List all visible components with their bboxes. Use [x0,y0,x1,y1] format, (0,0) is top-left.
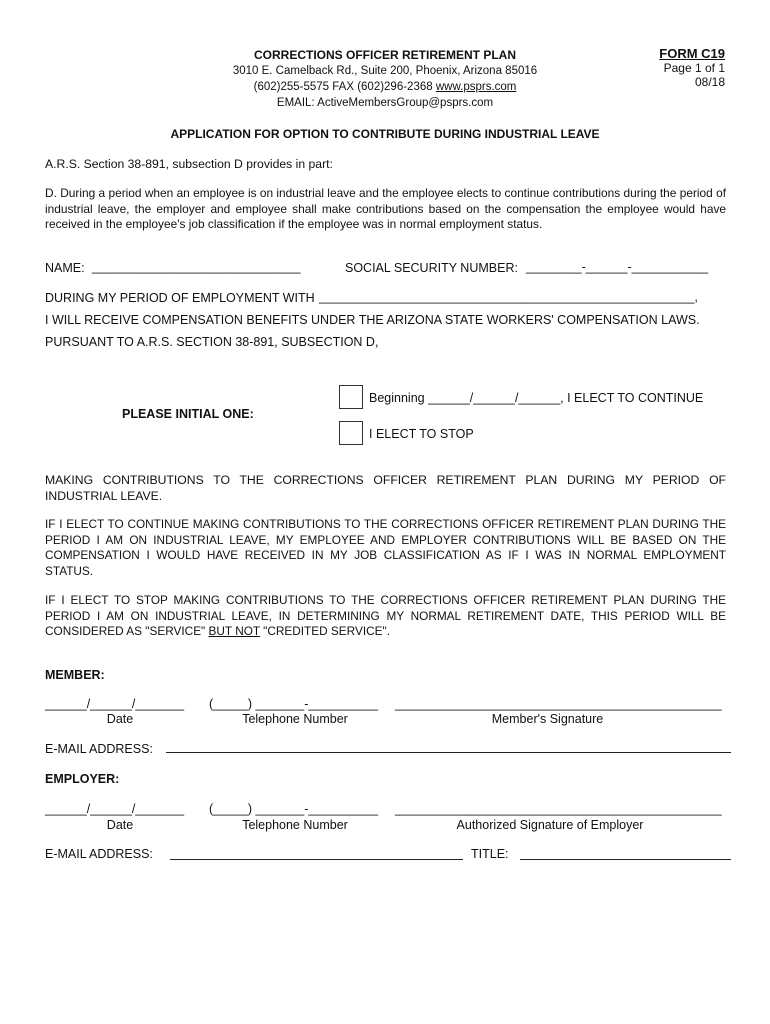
member-heading: MEMBER: [45,668,105,682]
compensation-statement: I WILL RECEIVE COMPENSATION BENEFITS UNDER THE ARIZONA STATE WORKERS' COMPENSATION LAWS. [45,313,700,327]
member-email-label: E-MAIL ADDRESS: [45,742,153,756]
member-date-field[interactable]: ______/______/_______ [45,697,185,711]
making-contributions-text: MAKING CONTRIBUTIONS TO THE CORRECTIONS OFFICER RETIREMENT PLAN DURING MY PERIOD OF INDUSTRIAL LEAVE. [45,473,726,503]
form-id: FORM C19 [659,46,725,61]
continue-option-text: Beginning ______/______/______, I ELECT TO CONTINUE [369,391,704,405]
employer-date-label: Date [106,818,134,832]
ssn-label: SOCIAL SECURITY NUMBER: [345,261,518,275]
continue-initial-box[interactable] [339,385,363,409]
org-header [200,47,570,111]
employer-phone-label: Telephone Number [242,818,348,832]
stop-option-text: I ELECT TO STOP [369,427,474,441]
statute-intro: A.R.S. Section 38-891, subsection D provides in part: [45,157,333,171]
employer-heading: EMPLOYER: [45,772,120,786]
member-date-label: Date [106,712,134,726]
employer-email-field[interactable] [170,859,463,860]
initial-instruction: PLEASE INITIAL ONE: [122,407,254,421]
website-link[interactable]: www.psprs.com [435,81,517,93]
name-label: NAME: [45,261,85,275]
form-info [610,47,725,89]
employer-phone-field[interactable]: (_____) _______-__________ [209,802,378,816]
org-address: 3010 E. Camelback Rd., Suite 200, Phoenix, Arizona 85016 [232,65,538,77]
member-phone-label: Telephone Number [242,712,348,726]
org-phone-fax: (602)255-5575 FAX (602)296-2368 [253,81,433,93]
employer-signature-label: Authorized Signature of Employer [456,818,644,832]
employer-email-label: E-MAIL ADDRESS: [45,847,153,861]
org-email: EMAIL: ActiveMembersGroup@psprs.com [276,97,494,109]
employer-signature-field[interactable]: _______________________________________________ [395,802,722,816]
stop-initial-box[interactable] [339,421,363,445]
org-contact [200,79,570,95]
employer-date-field[interactable]: ______/______/_______ [45,802,185,816]
if-continue-text: IF I ELECT TO CONTINUE MAKING CONTRIBUTIONS TO THE CORRECTIONS OFFICER RETIREMENT PLAN DURING THE PERIOD I AM ON INDUSTRIAL LEAVE, MY EMPLOYEE AND EMPLOYER CONTRIBUTIONS WILL BE BASED ON THE COMPENSATION I WOULD HAVE RECEIVED IN MY JOB CLASSIFICATION AS IF I WAS IN NORMAL EMPLOYMENT STATUS. [45,517,726,578]
if-stop-emphasis: BUT NOT [208,624,260,638]
member-email-field[interactable] [166,752,731,753]
if-stop-text [45,593,726,640]
member-signature-field[interactable]: _______________________________________________ [395,697,722,711]
employer-name-field[interactable]: ______________________________________________________, [319,290,698,304]
employment-label: DURING MY PERIOD OF EMPLOYMENT WITH [45,291,315,305]
employer-title-field[interactable] [520,859,731,860]
member-signature-label: Member's Signature [491,712,604,726]
statute-text: D. During a period when an employee is on industrial leave and the employee elects to continue contributions during the period of industrial leave, the employer and employee shall make contributions based on the compensation the employee would have received in the employee's job classification if the employee was in normal employment status. [45,186,726,231]
if-stop-text-part2: "CREDITED SERVICE". [259,624,390,638]
employer-title-label: TITLE: [471,847,509,861]
member-phone-field[interactable]: (_____) _______-__________ [209,697,378,711]
form-title: APPLICATION FOR OPTION TO CONTRIBUTE DURING INDUSTRIAL LEAVE [170,127,600,141]
form-date: 08/18 [694,75,725,89]
form-page: Page 1 of 1 [663,61,725,75]
org-name: CORRECTIONS OFFICER RETIREMENT PLAN [253,48,516,62]
pursuant-statement: PURSUANT TO A.R.S. SECTION 38-891, SUBSECTION D, [45,335,379,349]
ssn-field[interactable]: ________-______-___________ [526,260,709,274]
if-stop-text-part1: IF I ELECT TO STOP MAKING CONTRIBUTIONS TO THE CORRECTIONS OFFICER RETIREMENT PLAN DURING THE PERIOD I AM ON INDUSTRIAL LEAVE, IN DETERMINING MY NORMAL RETIREMENT DATE, THIS PERIOD WILL BE CONSIDERED AS "SERVICE" [45,593,726,638]
name-field[interactable]: ______________________________ [92,260,301,274]
